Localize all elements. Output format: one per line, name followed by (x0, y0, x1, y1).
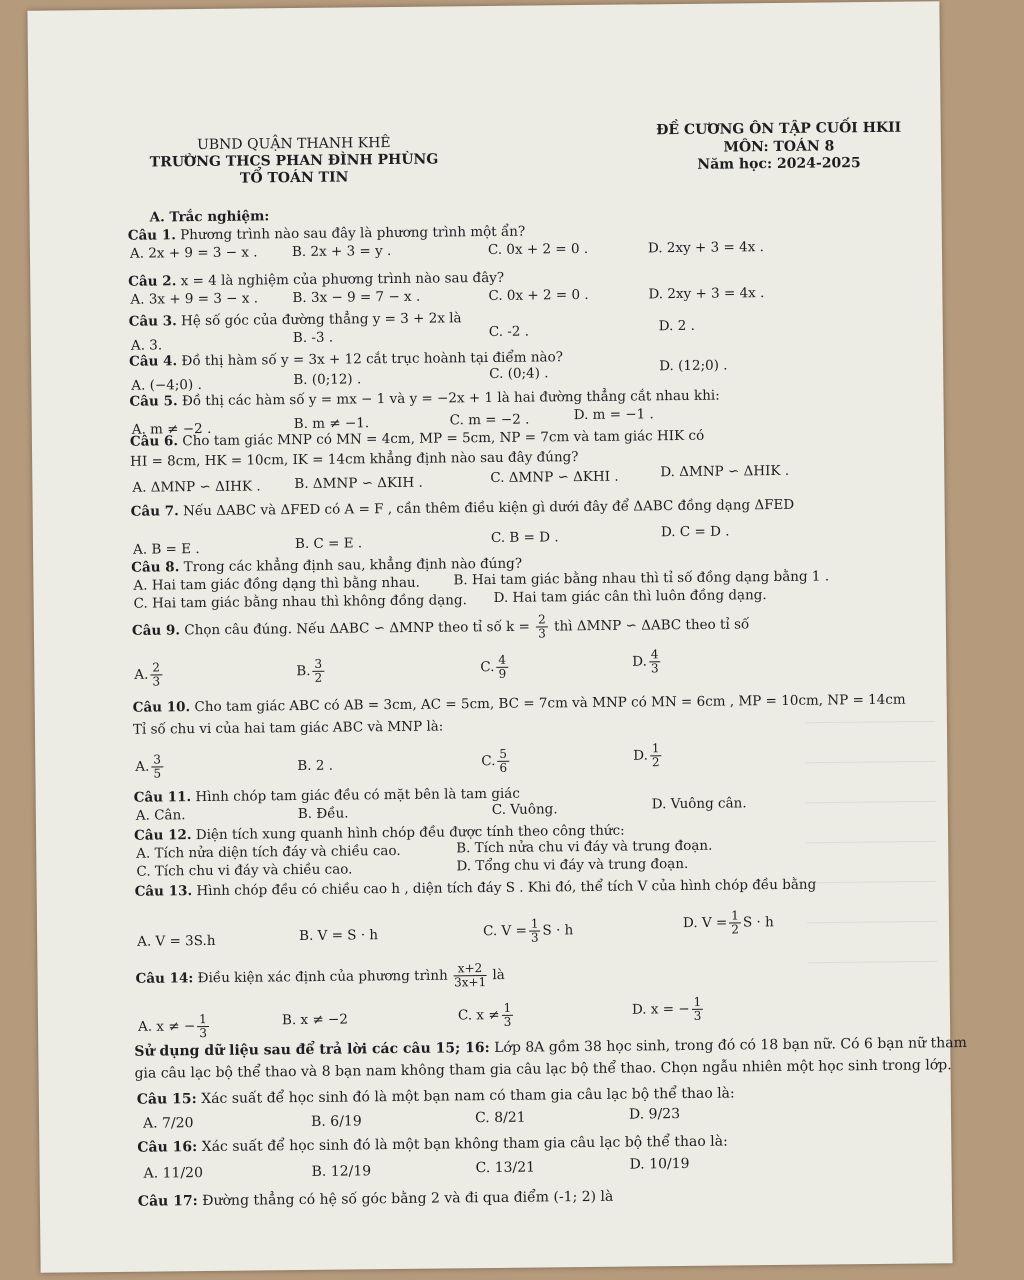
q14-stem (135, 962, 505, 993)
data-intro-text: Lớp 8A gồm 38 học sinh, trong đó có 18 bạn nữ. Có 6 bạn nữ tham (494, 1035, 967, 1056)
q13-option-d-lead: D. V = (682, 914, 728, 932)
q3-label: Câu 3. (128, 313, 177, 330)
q13-option-d (683, 909, 774, 937)
q14-option-a (138, 1013, 211, 1041)
q7-option-d: D. C = D . (660, 523, 730, 541)
exam-header (619, 119, 940, 175)
q14-d-numerator: 1 (692, 996, 704, 1010)
school-header (129, 134, 460, 188)
q14-c-numerator: 1 (501, 1002, 513, 1016)
q14-numerator: x+2 (454, 962, 486, 977)
q12-option-d: D. Tổng chu vi đáy và trung đoạn. (456, 855, 689, 875)
data-intro (134, 1035, 967, 1061)
q11-stem (134, 786, 520, 807)
q4-text: Đồ thị hàm số y = 3x + 12 cắt trục hoành tại điểm nào? (181, 349, 564, 370)
q4-option-d: D. (12;0) . (659, 357, 728, 375)
q2-stem (128, 270, 504, 291)
q13-c-numerator: 1 (529, 917, 541, 931)
q17-text: Đường thẳng có hệ số góc bằng 2 và đi qua điểm (-1; 2) là (202, 1188, 614, 1210)
q15-text: Xác suất để học sinh đó là một bạn nam có tham gia câu lạc bộ thể thao là: (201, 1085, 735, 1108)
q7-option-a: A. B = E . (132, 541, 200, 558)
q14-a-numerator: 1 (197, 1013, 209, 1027)
q14-d-denominator: 3 (693, 1008, 702, 1024)
q1-label: Câu 1. (127, 227, 176, 244)
q9-k-fraction (536, 613, 548, 640)
department-name: TỔ TOÁN TIN (239, 169, 349, 187)
q12-option-b: B. Tích nửa chu vi đáy và trung đoạn. (456, 837, 713, 857)
q16-text: Xác suất để học sinh đó là một bạn không tham gia câu lạc bộ thể thao là: (201, 1133, 728, 1156)
q9-option-a (134, 661, 164, 689)
q6-option-d: D. ΔMNP ∽ ΔHIK . (660, 462, 790, 481)
q9-option-d (632, 648, 663, 676)
q5-option-a: A. m ≠ −2 . (131, 420, 212, 438)
q3-text: Hệ số góc của đường thẳng y = 3 + 2x là (180, 310, 462, 330)
exam-paper (27, 1, 967, 1272)
q9-a-denominator: 3 (152, 674, 161, 689)
q12-label: Câu 12. (133, 827, 192, 844)
q10-option-a (135, 753, 165, 781)
section-a-title: A. Trắc nghiệm: (149, 208, 270, 226)
q16-option-d: D. 10/19 (629, 1155, 690, 1173)
q11-text: Hình chóp tam giác đều có mặt bên là tam giác (195, 785, 520, 806)
q12-option-a: A. Tích nửa diện tích đáy và chiều cao. (136, 842, 401, 862)
q15-option-d: D. 9/23 (628, 1106, 681, 1123)
q7-label: Câu 7. (130, 503, 179, 520)
q1-option-c: C. 0x + 2 = 0 . (487, 240, 589, 258)
q9-a-numerator: 2 (150, 661, 162, 675)
q8-option-a: A. Hai tam giác đồng dạng thì bằng nhau. (133, 574, 421, 594)
q13-option-c-lead: C. V = (482, 922, 527, 940)
q2-option-a: A. 3x + 9 = 3 − x . (130, 290, 259, 308)
q1-option-a: A. 2x + 9 = 3 − x . (129, 244, 258, 262)
q9-k-numerator: 2 (536, 613, 548, 627)
q8-label: Câu 8. (131, 559, 180, 576)
q7-stem (131, 497, 795, 521)
q1-stem (128, 224, 526, 245)
q9-option-c (480, 654, 510, 682)
q14-option-d (632, 996, 706, 1024)
q9-text-2: thì ΔMNP ∽ ΔABC theo tỉ số (554, 616, 750, 635)
q6-option-c: C. ΔMNP ∽ ΔKHI . (490, 468, 619, 486)
q4-label: Câu 4. (129, 353, 178, 370)
q7-option-b: B. C = E . (294, 535, 363, 553)
q10-a-denominator: 5 (153, 766, 162, 781)
q13-option-c (483, 917, 574, 945)
q13-d-denominator: 2 (731, 922, 740, 937)
q5-option-c: C. m = −2 . (449, 411, 530, 429)
q16-label: Câu 16: (137, 1139, 198, 1156)
q15-option-a: A. 7/20 (142, 1115, 194, 1132)
q2-option-b: B. 3x − 9 = 7 − x . (292, 288, 421, 307)
q17-label: Câu 17: (137, 1193, 198, 1210)
q7-option-c: C. B = D . (490, 529, 559, 546)
q11-option-d: D. Vuông cân. (651, 795, 747, 813)
q9-c-numerator: 4 (496, 654, 508, 668)
q14-text-tail: là (492, 967, 505, 984)
q2-text: x = 4 là nghiệm của phương trình nào sau đây? (180, 269, 505, 290)
q2-option-c: C. 0x + 2 = 0 . (488, 286, 589, 304)
q3-stem (129, 310, 462, 330)
bleed-through-lines (795, 701, 948, 1003)
q9-option-c-letter: C. (480, 659, 495, 676)
data-intro-text-2: gia câu lạc bộ thể thao và 8 bạn nam không tham gia câu lạc bộ thể thao. Chọn ngẫu nhiên một học sinh trong lớp. (134, 1057, 952, 1082)
q16-option-c: C. 13/21 (475, 1159, 536, 1177)
q14-c-denominator: 3 (503, 1014, 512, 1030)
q13-option-d-tail: S · h (742, 914, 774, 931)
q11-option-b: B. Đều. (297, 805, 349, 823)
q13-option-a: A. V = 3S.h (137, 932, 216, 950)
q16-stem (137, 1134, 728, 1158)
q6-option-b: B. ΔMNP ∽ ΔKIH . (294, 474, 423, 493)
q9-b-denominator: 2 (314, 670, 323, 686)
q14-option-a-lead: A. x ≠ − (137, 1018, 196, 1035)
q8-option-c: C. Hai tam giác bằng nhau thì không đồng dạng. (133, 592, 467, 612)
q16-option-a: A. 11/20 (143, 1165, 204, 1182)
q15-option-c: C. 8/21 (474, 1109, 526, 1127)
district-name: UBND QUẬN THANH KHÊ (196, 135, 391, 154)
q10-option-b: B. 2 . (297, 757, 334, 775)
q13-text: Hình chóp đều có chiều cao h , diện tích đáy S . Khi đó, thể tích V của hình chóp đều bằng (196, 876, 817, 900)
q10-a-numerator: 3 (151, 753, 163, 767)
q10-c-denominator: 6 (499, 761, 508, 776)
q8-option-b: B. Hai tam giác bằng nhau thì tỉ số đồng dạng bằng 1 . (453, 568, 830, 589)
q9-k-denominator: 3 (538, 626, 546, 641)
q5-option-b: B. m ≠ −1. (293, 415, 370, 433)
q13-label: Câu 13. (134, 883, 193, 900)
q12-text: Diện tích xung quanh hình chóp đều được tính theo công thức: (195, 822, 625, 844)
q2-option-d: D. 2xy + 3 = 4x . (648, 285, 765, 303)
q9-d-numerator: 4 (649, 648, 661, 662)
q14-option-b: B. x ≠ −2 (281, 1011, 349, 1029)
q6-text: Cho tam giác MNP có MN = 4cm, MP = 5cm, NP = 7cm và tam giác HIK có (182, 427, 705, 450)
q17-stem (138, 1189, 614, 1211)
q3-option-c: C. -2 . (488, 323, 530, 340)
q12-option-c: C. Tích chu vi đáy và chiều cao. (136, 861, 353, 880)
q11-label: Câu 11. (133, 789, 192, 806)
school-name: TRƯỜNG THCS PHAN ĐÌNH PHÙNG (149, 151, 439, 171)
q14-option-d-lead: D. x = − (631, 1001, 690, 1018)
exam-title: ĐỀ CƯƠNG ÔN TẬP CUỐI HKII (656, 119, 902, 139)
q6-label: Câu 6. (129, 433, 179, 450)
q7-text: Nếu ΔABC và ΔFED có A = F , cần thêm điều kiện gì dưới đây để ΔABC đồng dạng ΔFED (182, 496, 795, 520)
q5-label: Câu 5. (129, 393, 178, 410)
q9-option-b-letter: B. (296, 663, 311, 680)
q9-c-denominator: 9 (498, 667, 507, 682)
q9-text: Chọn câu đúng. Nếu ΔABC ∽ ΔMNP theo tỉ số k = (184, 618, 530, 639)
q3-option-a: A. 3. (130, 337, 163, 354)
q15-label: Câu 15: (136, 1091, 197, 1108)
q10-d-numerator: 1 (650, 742, 662, 756)
q10-option-a-letter: A. (135, 758, 150, 775)
q3-option-d: D. 2 . (658, 317, 695, 335)
q10-option-d (633, 742, 664, 770)
q8-option-d: D. Hai tam giác cân thì luôn đồng dạng. (493, 587, 767, 606)
q14-option-c-lead: C. x ≠ (457, 1007, 500, 1024)
q4-option-c: C. (0;4) . (489, 365, 549, 382)
q10-text-2: Tỉ số chu vi của hai tam giác ABC và MNP là: (132, 718, 444, 738)
q13-option-c-tail: S · h (542, 922, 574, 939)
q9-stem (132, 611, 750, 645)
data-intro-label: Sử dụng dữ liệu sau để trả lời các câu 15; 16: (134, 1040, 490, 1060)
q1-text: Phương trình nào sau đây là phương trình một ẩn? (180, 223, 526, 244)
q10-label: Câu 10. (132, 699, 191, 716)
q11-option-c: C. Vuông. (491, 801, 558, 818)
q10-stem (133, 692, 906, 717)
q14-text: Điều kiện xác định của phương trình (197, 967, 448, 987)
q9-option-d-letter: D. (632, 653, 647, 670)
q13-stem (135, 877, 817, 901)
q3-option-b: B. -3 . (292, 329, 334, 347)
q1-option-b: B. 2x + 3 = y . (291, 243, 392, 261)
q11-option-a: A. Cân. (135, 807, 186, 824)
school-year: Năm học: 2024-2025 (697, 155, 861, 173)
q13-c-denominator: 3 (530, 930, 539, 945)
q6-option-a: A. ΔMNP ∽ ΔIHK . (132, 478, 261, 496)
q14-label: Câu 14: (135, 970, 194, 987)
q13-option-b: B. V = S · h (299, 927, 379, 945)
q10-option-c (481, 748, 511, 776)
q5-text: Đồ thị các hàm số y = mx − 1 và y = −2x + 1 là hai đường thẳng cắt nhau khi: (181, 387, 720, 410)
q13-d-numerator: 1 (729, 909, 741, 923)
q6-stem (130, 428, 704, 451)
subject: MÔN: TOÁN 8 (723, 137, 835, 156)
q14-denominator: 3x+1 (454, 975, 487, 990)
q9-label: Câu 9. (131, 622, 181, 639)
q10-text: Cho tam giác ABC có AB = 3cm, AC = 5cm, BC = 7cm và MNP có MN = 6cm , MP = 10cm, NP = 14cm (194, 691, 906, 716)
q8-text: Trong các khẳng định sau, khẳng định nào đúng? (183, 555, 523, 576)
q1-option-d: D. 2xy + 3 = 4x . (647, 239, 764, 257)
q14-option-c (458, 1002, 516, 1030)
q10-c-numerator: 5 (497, 748, 509, 762)
q10-option-d-letter: D. (633, 747, 648, 764)
q15-option-b: B. 6/19 (310, 1113, 362, 1130)
q6-text-2: HI = 8cm, HK = 10cm, IK = 14cm khẳng định nào sau đây đúng? (130, 449, 579, 470)
q5-option-d: D. m = −1 . (573, 406, 654, 424)
q10-d-denominator: 2 (651, 755, 660, 770)
q14-a-denominator: 3 (199, 1026, 208, 1041)
q10-option-c-letter: C. (481, 753, 496, 770)
q9-option-b (296, 658, 326, 686)
q16-option-b: B. 12/19 (311, 1163, 372, 1180)
q2-label: Câu 2. (128, 273, 177, 290)
q9-d-denominator: 3 (650, 661, 659, 676)
q4-option-b: B. (0;12) . (293, 371, 362, 389)
q4-option-a: A. (−4;0) . (131, 377, 202, 394)
q9-option-a-letter: A. (134, 666, 149, 683)
q9-b-numerator: 3 (312, 658, 324, 672)
